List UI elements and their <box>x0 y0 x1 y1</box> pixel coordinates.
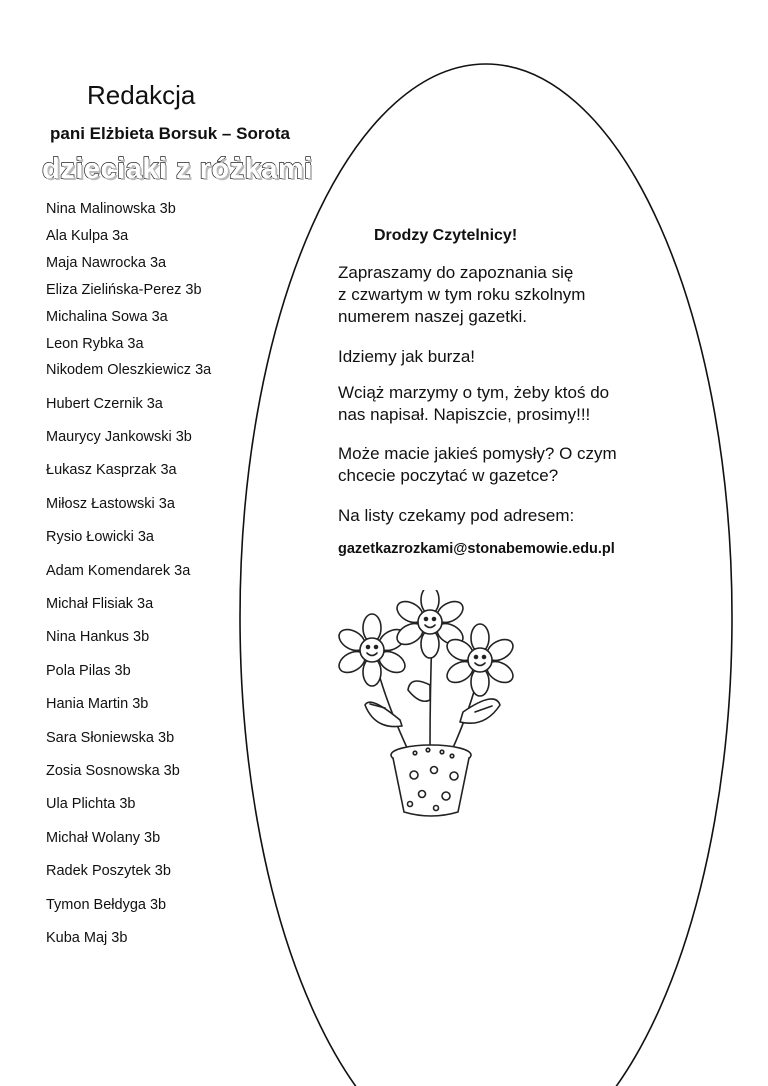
member-item: Michał Wolany 3b <box>46 830 161 846</box>
member-item: Maurycy Jankowski 3b <box>46 429 192 445</box>
letter-line: chcecie poczytać w gazetce? <box>338 466 559 485</box>
letter-line: Idziemy jak burza! <box>338 347 475 366</box>
member-item: Leon Rybka 3a <box>46 336 144 352</box>
member-item: Łukasz Kasprzak 3a <box>46 462 177 478</box>
letter-line: Może macie jakieś pomysły? O czym <box>338 444 617 463</box>
member-item: Radek Poszytek 3b <box>46 863 171 879</box>
member-item: Adam Komendarek 3a <box>46 563 191 579</box>
letter-greeting: Drodzy Czytelnicy! <box>374 227 518 244</box>
member-item: Pola Pilas 3b <box>46 663 131 679</box>
member-item: Nina Hankus 3b <box>46 629 150 645</box>
member-item: Hania Martin 3b <box>46 696 149 712</box>
member-item: Rysio Łowicki 3a <box>46 529 154 545</box>
letter-line: z czwartym w tym roku szkolnym <box>338 285 586 304</box>
letter-line: nas napisał. Napiszcie, prosimy!!! <box>338 405 591 424</box>
editor-name: pani Elżbieta Borsuk – Sorota <box>50 124 290 143</box>
page-title: Redakcja <box>87 80 196 110</box>
member-item: Hubert Czernik 3a <box>46 396 163 412</box>
email-address: gazetkazrozkami@stonabemowie.edu.pl <box>338 541 615 557</box>
member-item: Eliza Zielińska-Perez 3b <box>46 282 202 298</box>
flower-pot-icon <box>330 590 530 820</box>
letter-line: Na listy czekamy pod adresem: <box>338 506 575 525</box>
letter-paragraph-ideas <box>338 443 668 487</box>
letter-line: Wciąż marzymy o tym, żeby ktoś do <box>338 383 610 402</box>
letter-line: numerem naszej gazetki. <box>338 307 527 326</box>
member-item: Kuba Maj 3b <box>46 930 128 946</box>
member-item: Ala Kulpa 3a <box>46 228 129 244</box>
letter-paragraph-write <box>338 382 668 426</box>
letter-line: Zapraszamy do zapoznania się <box>338 263 574 282</box>
member-item: Sara Słoniewska 3b <box>46 730 175 746</box>
member-item: Tymon Bełdyga 3b <box>46 897 167 913</box>
member-item: Ula Plichta 3b <box>46 796 136 812</box>
member-item: Zosia Sosnowska 3b <box>46 763 180 779</box>
group-name-heading: dzieciaki z różkami <box>42 153 313 185</box>
letter-paragraph-storm <box>338 346 668 368</box>
member-item: Michał Flisiak 3a <box>46 596 154 612</box>
letter-paragraph-intro <box>338 262 668 328</box>
member-item: Miłosz Łastowski 3a <box>46 496 175 512</box>
member-item: Nina Malinowska 3b <box>46 201 176 217</box>
letter-paragraph-address <box>338 505 668 527</box>
member-item: Maja Nawrocka 3a <box>46 255 167 271</box>
member-item: Michalina Sowa 3a <box>46 309 168 325</box>
member-item: Nikodem Oleszkiewicz 3a <box>46 362 212 378</box>
